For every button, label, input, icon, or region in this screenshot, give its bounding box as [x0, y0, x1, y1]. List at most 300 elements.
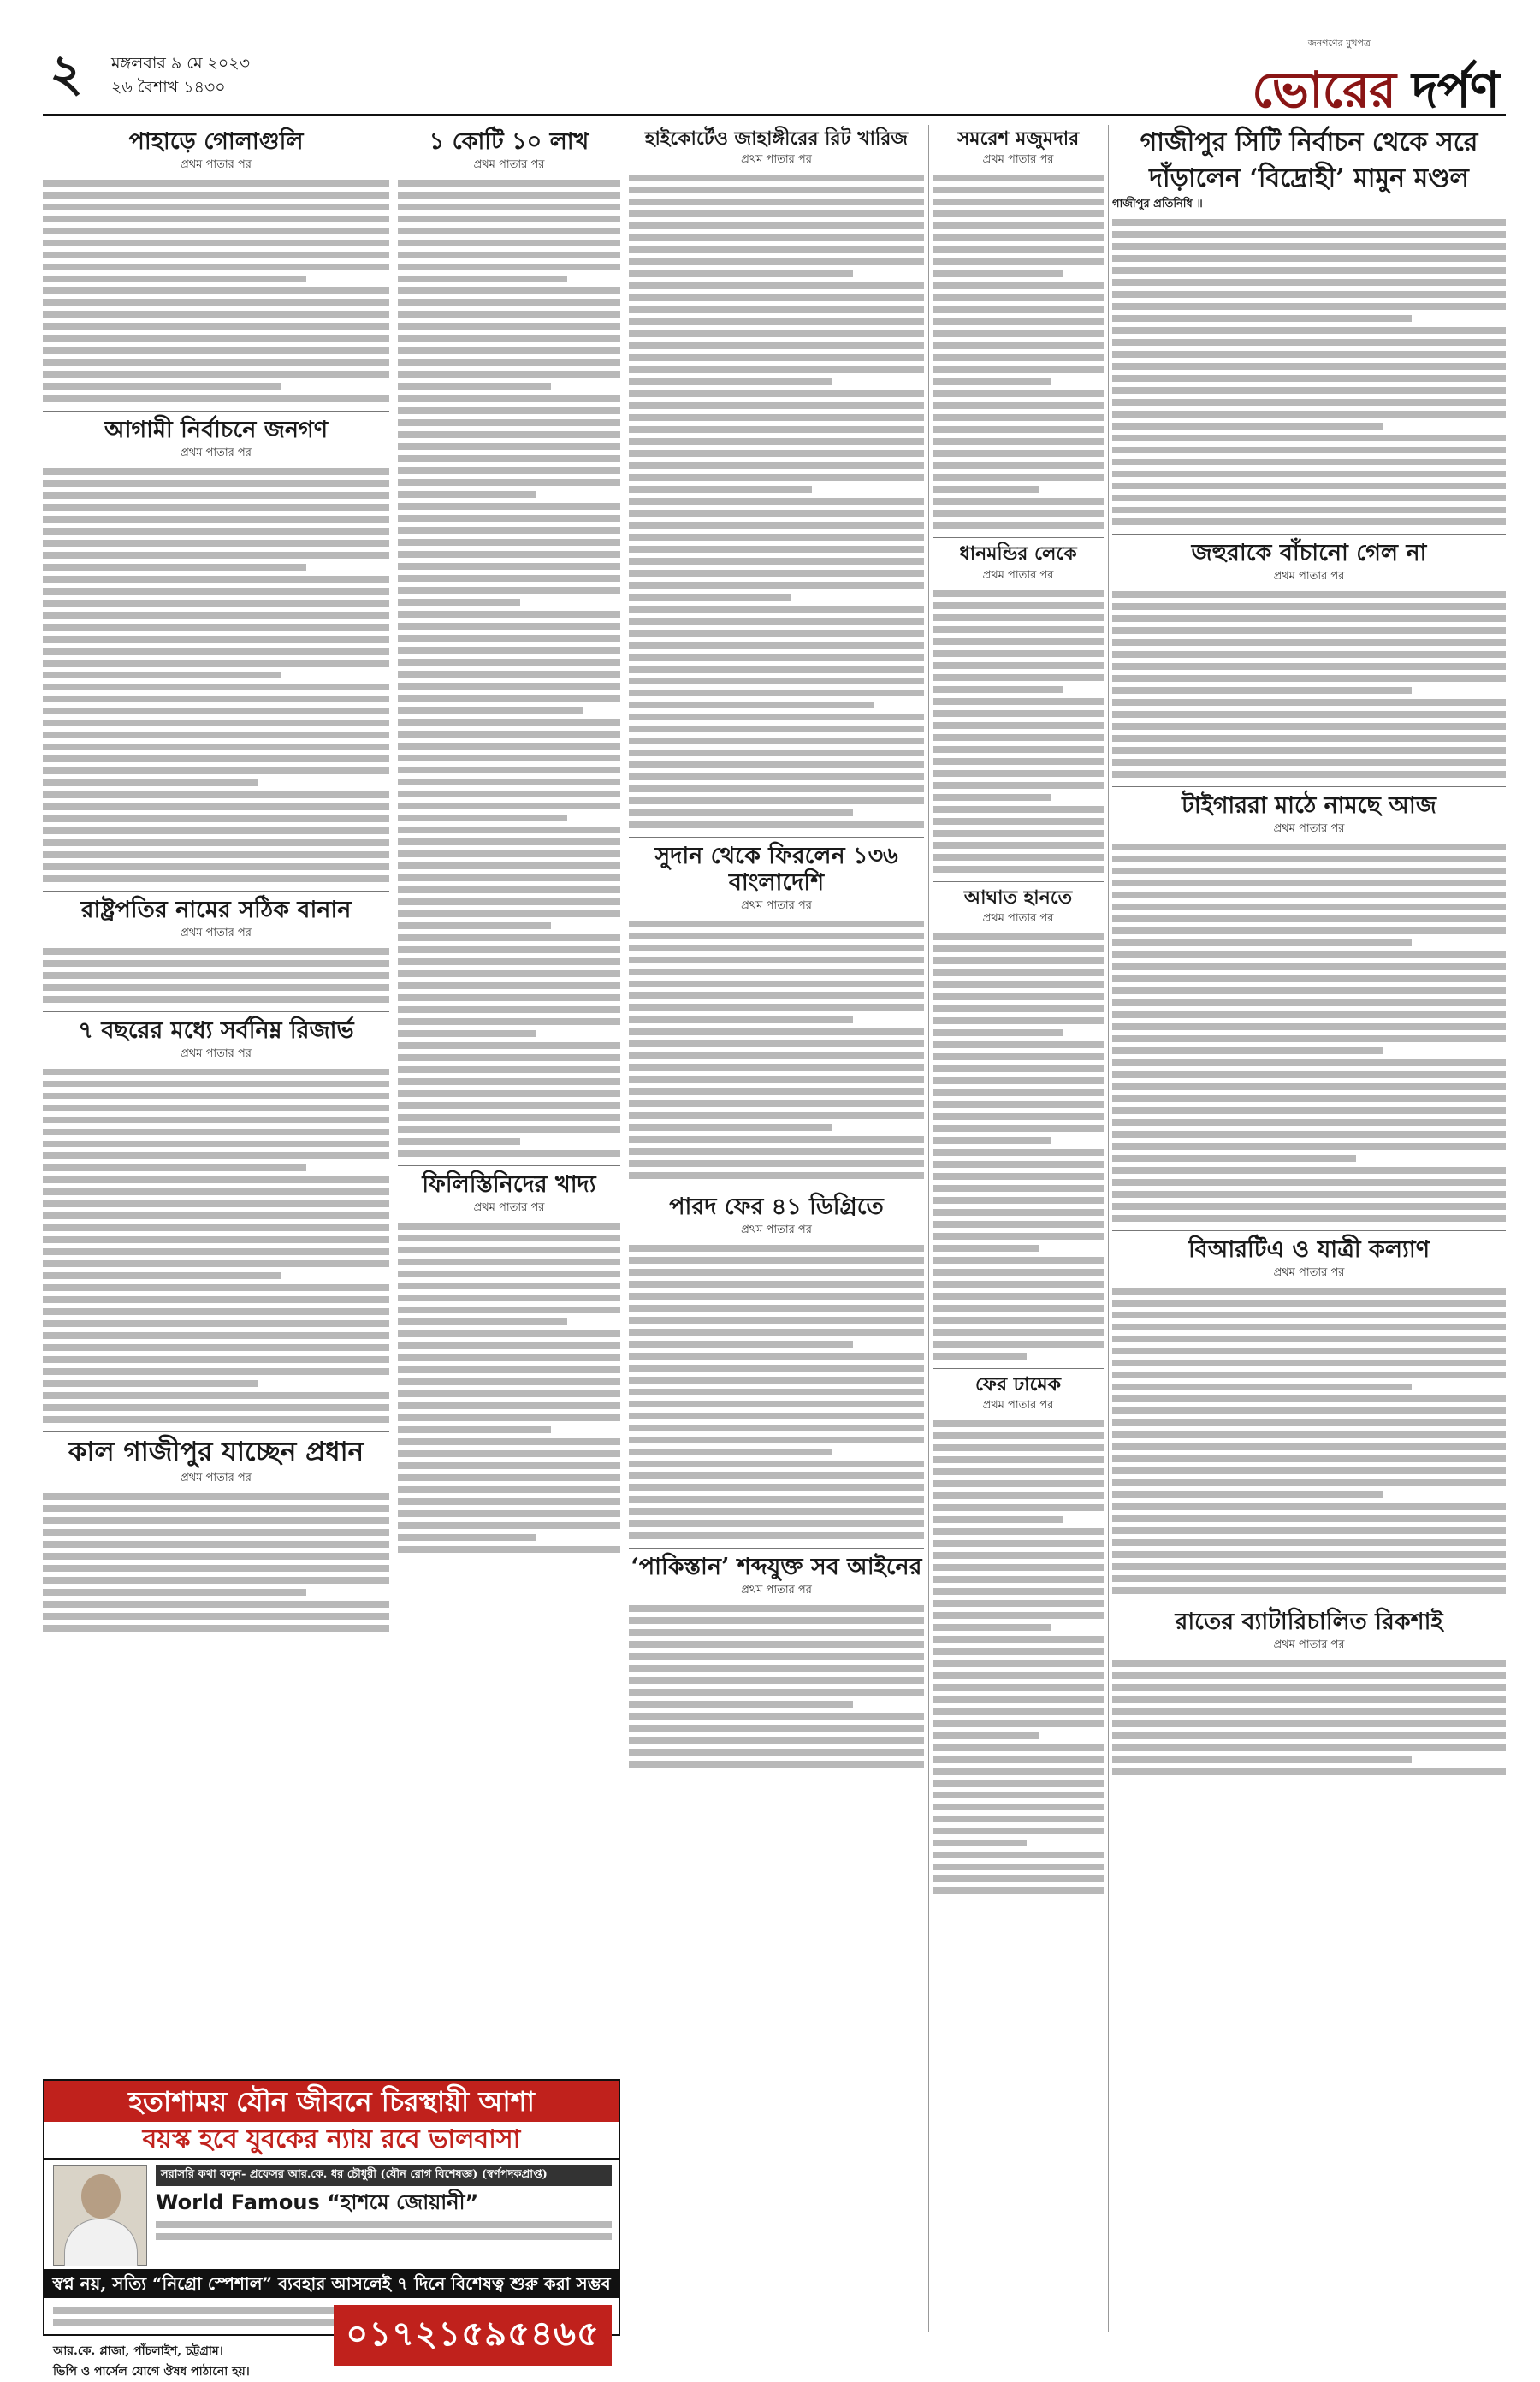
- text-line: [933, 638, 1104, 645]
- article-body: [933, 1420, 1104, 1894]
- article-samaresh: [933, 128, 1104, 529]
- text-line: [629, 1617, 924, 1624]
- text-line: [629, 981, 924, 987]
- text-line: [1112, 1035, 1506, 1042]
- text-line: [629, 318, 924, 325]
- text-line: [629, 933, 924, 939]
- text-line: [629, 1353, 924, 1360]
- text-line: [398, 838, 620, 845]
- text-line: [629, 1508, 924, 1515]
- text-line: [629, 1377, 924, 1384]
- text-line: [933, 1636, 1104, 1643]
- text-line: [933, 1077, 1104, 1084]
- text-line: [1112, 315, 1412, 322]
- text-line: [43, 1284, 389, 1291]
- text-line: [933, 1792, 1104, 1798]
- text-line: [933, 1456, 1104, 1463]
- text-line: [629, 1269, 924, 1276]
- text-line: [1112, 1143, 1506, 1150]
- text-line: [629, 354, 924, 361]
- text-line: [629, 1160, 924, 1167]
- text-line: [43, 1356, 389, 1363]
- text-line: [398, 192, 620, 198]
- text-line: [933, 734, 1104, 741]
- text-line: [43, 972, 389, 979]
- text-line: [43, 192, 389, 198]
- text-line: [398, 467, 620, 474]
- text-line: [629, 1136, 924, 1143]
- text-line: [933, 402, 1104, 409]
- text-line: [398, 240, 620, 246]
- article-title: কাল গাজীপুর যাচ্ছেন প্রধান: [68, 1437, 364, 1468]
- text-line: [629, 187, 924, 193]
- text-line: [933, 1648, 1104, 1655]
- text-line: [933, 1624, 1051, 1631]
- text-line: [1112, 1119, 1506, 1126]
- text-line: [629, 570, 924, 577]
- text-line: [43, 744, 389, 750]
- text-line: [933, 1804, 1104, 1810]
- article-body: [43, 1493, 389, 1632]
- column-2: [398, 125, 620, 2067]
- text-line: [398, 1342, 620, 1349]
- text-line: [43, 480, 389, 487]
- article-title: আঘাত হানতে: [963, 886, 1073, 909]
- text-line: [43, 1248, 389, 1255]
- text-line: [43, 720, 389, 726]
- text-line: [933, 981, 1104, 988]
- divider: [43, 411, 389, 412]
- text-line: [398, 803, 620, 809]
- text-line: [933, 1089, 1104, 1096]
- text-line: [398, 1330, 620, 1337]
- text-line: [398, 228, 620, 234]
- text-line: [933, 698, 1104, 705]
- text-line: [398, 1090, 620, 1097]
- text-line: [1112, 627, 1506, 634]
- text-line: [1112, 1744, 1506, 1751]
- text-line: [43, 1505, 389, 1512]
- text-line: [933, 234, 1104, 241]
- text-line: [398, 886, 620, 893]
- text-line: [933, 1432, 1104, 1439]
- text-line: [933, 590, 1104, 597]
- article-title: ৭ বছরের মধ্যে সর্বনিম্ন রিজার্ভ: [78, 1017, 354, 1045]
- article-title: টাইগাররা মাঠে নামছে আজ: [1182, 792, 1436, 820]
- text-line: [629, 486, 812, 493]
- text-line: [933, 686, 1063, 693]
- text-line: [43, 696, 389, 702]
- text-line: [1112, 243, 1506, 250]
- ad-headline-2: বয়স্ক হবে যুবকের ন্যায় রবে ভালবাসা: [44, 2122, 619, 2160]
- article-title: জহুরাকে বাঁচানো গেল না: [1191, 540, 1427, 566]
- text-line: [1112, 1372, 1506, 1378]
- doctor-photo: [53, 2165, 147, 2266]
- text-line: [933, 1528, 1104, 1535]
- text-line: [43, 1081, 389, 1087]
- text-line: [1112, 951, 1506, 958]
- text-line: [398, 922, 551, 929]
- text-line: [933, 1281, 1104, 1288]
- text-line: [933, 1864, 1104, 1870]
- text-line: [43, 791, 389, 798]
- text-line: [1112, 975, 1506, 982]
- text-line: [629, 534, 924, 541]
- text-line: [398, 767, 620, 773]
- ad-headline-1: হতাশাময় যৌন জীবনে চিরস্থায়ী আশা: [44, 2081, 619, 2122]
- text-line: [1112, 1563, 1506, 1570]
- text-line: [1112, 699, 1506, 706]
- text-line: [43, 779, 258, 786]
- text-line: [43, 636, 389, 643]
- text-line: [398, 970, 620, 977]
- text-line: [629, 1028, 924, 1035]
- text-line: [43, 540, 389, 547]
- text-line: [933, 674, 1104, 681]
- text-line: [629, 462, 924, 469]
- column-4: [933, 125, 1104, 2332]
- text-line: [933, 1053, 1104, 1060]
- text-line: [398, 779, 620, 785]
- text-line: [629, 414, 924, 421]
- text-line: [933, 722, 1104, 729]
- text-line: [933, 957, 1104, 964]
- text-line: [933, 258, 1104, 265]
- text-line: [43, 948, 389, 955]
- text-line: [629, 498, 924, 505]
- text-line: [398, 994, 620, 1001]
- text-line: [933, 378, 1051, 385]
- text-line: [933, 318, 1104, 325]
- text-line: [1112, 1167, 1506, 1174]
- text-line: [629, 1401, 924, 1407]
- text-line: [43, 1601, 389, 1608]
- text-line: [1112, 915, 1506, 922]
- text-line: [398, 1450, 620, 1457]
- text-line: [43, 504, 389, 511]
- text-line: [933, 486, 1039, 493]
- text-line: [398, 1054, 620, 1061]
- text-line: [43, 228, 389, 234]
- text-line: [629, 426, 924, 433]
- text-line: [398, 1271, 620, 1277]
- text-line: [629, 175, 924, 181]
- text-line: [43, 468, 389, 475]
- text-line: [1112, 279, 1506, 286]
- text-line: [1112, 423, 1383, 430]
- text-line: [629, 1040, 924, 1047]
- text-line: [398, 647, 620, 654]
- text-line: [1112, 267, 1506, 274]
- text-line: [398, 335, 620, 342]
- text-line: [43, 1577, 389, 1584]
- text-line: [629, 1365, 924, 1372]
- text-line: [629, 1701, 853, 1708]
- continued-note: প্রথম পাতার পর: [473, 158, 545, 172]
- text-line: [933, 993, 1104, 1000]
- text-line: [1112, 892, 1506, 898]
- text-line: [1112, 639, 1506, 646]
- article-body: [629, 1245, 924, 1539]
- text-line: [398, 1138, 520, 1145]
- text-line: [398, 671, 620, 678]
- text-line: [1112, 387, 1506, 394]
- text-line: [629, 1341, 853, 1348]
- text-line: [933, 1029, 1063, 1036]
- article-gazipur: [1112, 127, 1506, 525]
- masthead: [43, 38, 1506, 119]
- text-line: [933, 1101, 1104, 1108]
- text-line: [43, 252, 389, 258]
- text-line: [1112, 1467, 1506, 1474]
- text-line: [43, 732, 389, 738]
- text-line: [1112, 663, 1506, 670]
- text-line: [1112, 399, 1506, 406]
- column-3: [629, 125, 924, 2332]
- article-title: ১ কোটি ১০ লাখ: [429, 128, 589, 155]
- text-line: [1112, 1395, 1506, 1402]
- text-line: [1112, 868, 1506, 874]
- text-line: [43, 803, 389, 810]
- text-line: [933, 1149, 1104, 1156]
- text-line: [398, 383, 551, 390]
- column-rule: [1108, 125, 1109, 2332]
- text-line: [43, 839, 389, 846]
- text-line: [629, 390, 924, 397]
- text-line: [398, 479, 620, 486]
- text-line: [398, 1247, 620, 1253]
- text-line: [1112, 927, 1506, 934]
- text-line: [43, 1517, 389, 1524]
- text-line: [629, 474, 924, 481]
- text-line: [933, 1353, 1027, 1360]
- article-body: [398, 180, 620, 1157]
- text-line: [629, 1725, 924, 1732]
- text-line: [933, 1173, 1104, 1180]
- text-line: [933, 222, 1104, 229]
- text-line: [933, 1480, 1104, 1487]
- text-line: [933, 969, 1104, 976]
- text-line: [398, 323, 620, 330]
- ad-middle: [44, 2160, 619, 2269]
- text-line: [43, 1392, 389, 1399]
- text-line: [1112, 363, 1506, 370]
- photo-head: [81, 2174, 121, 2219]
- text-line: [398, 575, 620, 582]
- article-title: সুদান থেকে ফিরলেন ১৩৬ বাংলাদেশি: [654, 843, 898, 897]
- text-line: [398, 862, 620, 869]
- text-line: [629, 921, 924, 927]
- text-line: [43, 1589, 306, 1596]
- continued-note: প্রথম পাতার পর: [741, 899, 812, 913]
- ad-description: [156, 2216, 612, 2245]
- text-line: [933, 1780, 1104, 1786]
- text-line: [1112, 1527, 1506, 1534]
- text-line: [1112, 1515, 1506, 1522]
- text-line: [43, 323, 389, 330]
- article-body: [1112, 1288, 1506, 1594]
- text-line: [933, 1341, 1104, 1348]
- text-line: [43, 708, 389, 714]
- text-line: [1112, 518, 1506, 525]
- text-line: [629, 1245, 924, 1252]
- divider: [43, 1431, 389, 1432]
- text-line: [43, 1212, 389, 1219]
- logo-text-part1: ভোরের: [1252, 61, 1413, 119]
- text-line: [933, 1065, 1104, 1072]
- text-line: [398, 1354, 620, 1361]
- text-line: [933, 1732, 1039, 1739]
- text-line: [398, 1078, 620, 1085]
- text-line: [43, 576, 389, 583]
- article-body: [629, 175, 924, 828]
- text-line: [629, 1305, 924, 1312]
- delivery-text: ভিপি ও পার্সেল যোগে ঔষধ পাঠানো হয়।: [53, 2365, 250, 2379]
- text-line: [629, 809, 853, 816]
- text-line: [398, 958, 620, 965]
- text-line: [398, 551, 620, 558]
- text-line: [933, 1600, 1104, 1607]
- text-line: [629, 1472, 924, 1479]
- text-line: [933, 1317, 1104, 1324]
- article-body: [1112, 219, 1506, 525]
- text-line: [398, 563, 620, 570]
- text-line: [629, 558, 924, 565]
- article-body: [43, 948, 389, 1003]
- text-line: [398, 491, 536, 498]
- text-line: [398, 1510, 620, 1517]
- text-line: [629, 1496, 924, 1503]
- continued-note: প্রথম পাতার পর: [473, 1201, 545, 1215]
- text-line: [933, 933, 1104, 940]
- text-line: [629, 1605, 924, 1612]
- text-line: [398, 659, 620, 666]
- text-line: [43, 588, 389, 595]
- text-line: [1112, 339, 1506, 346]
- text-line: [629, 1389, 924, 1395]
- text-line: [156, 2221, 612, 2228]
- text-line: [933, 1875, 1104, 1882]
- text-line: [398, 407, 620, 414]
- text-line: [398, 371, 620, 378]
- article-pakistan: [629, 1554, 924, 1768]
- text-line: [43, 371, 389, 378]
- text-line: [43, 1141, 389, 1147]
- text-line: [933, 1516, 1063, 1523]
- text-line: [629, 522, 924, 529]
- text-line: [629, 198, 924, 205]
- text-line: [933, 866, 1104, 873]
- text-line: [629, 330, 924, 337]
- article-body: [43, 1069, 389, 1423]
- text-line: [629, 654, 924, 661]
- text-line: [933, 342, 1104, 349]
- text-line: [933, 474, 1104, 481]
- text-line: [398, 683, 620, 690]
- text-line: [933, 1887, 1104, 1894]
- text-line: [629, 1449, 832, 1455]
- text-line: [629, 1088, 924, 1095]
- text-line: [43, 767, 389, 774]
- text-line: [398, 419, 620, 426]
- text-line: [43, 1296, 389, 1303]
- divider: [933, 537, 1104, 538]
- text-line: [398, 731, 620, 738]
- article-koti: [398, 128, 620, 1157]
- text-line: [43, 1188, 389, 1195]
- text-line: [629, 773, 924, 780]
- text-line: [1112, 1047, 1383, 1054]
- continued-note: প্রথম পাতার পর: [181, 1471, 252, 1484]
- text-line: [398, 743, 620, 750]
- article-aghat: [933, 887, 1104, 1360]
- text-line: [43, 180, 389, 187]
- continued-note: প্রথম পাতার পর: [982, 153, 1054, 167]
- text-line: [629, 606, 924, 613]
- text-line: [933, 414, 1104, 421]
- text-line: [398, 1426, 551, 1433]
- article-saat: [43, 1017, 389, 1423]
- text-line: [1112, 603, 1506, 610]
- text-line: [933, 1221, 1104, 1228]
- text-line: [933, 390, 1104, 397]
- text-line: [1112, 1587, 1506, 1594]
- article-title: সমরেশ মজুমদার: [957, 127, 1080, 150]
- text-line: [1112, 1155, 1356, 1162]
- text-line: [43, 1553, 389, 1560]
- text-line: [43, 516, 389, 523]
- world-famous-text: World Famous: [156, 2190, 320, 2214]
- article-agami: [43, 417, 389, 882]
- text-line: [629, 1629, 924, 1636]
- article-pahar: [43, 128, 389, 402]
- text-line: [1112, 1324, 1506, 1330]
- text-line: [933, 1672, 1104, 1679]
- text-line: [1112, 327, 1506, 334]
- text-line: [43, 276, 306, 282]
- article-title: ‘পাকিস্তান’ শব্দযুক্ত সব আইনের: [631, 1554, 922, 1581]
- text-line: [1112, 1107, 1506, 1114]
- text-line: [398, 982, 620, 989]
- text-line: [629, 666, 924, 673]
- text-line: [933, 1468, 1104, 1475]
- text-line: [629, 957, 924, 963]
- text-line: [629, 1532, 924, 1539]
- text-line: [43, 863, 389, 870]
- text-line: [1112, 771, 1506, 778]
- ad-subline: সরাসরি কথা বলুন- প্রফেসর আর.কে. ধর চৌধুরী (যৌন রোগ বিশেষজ্ঞ) (স্বর্ণপদকপ্রাপ্ত): [156, 2165, 612, 2186]
- article-rashtrapati: [43, 897, 389, 1003]
- text-line: [933, 806, 1104, 813]
- text-line: [933, 1840, 1027, 1846]
- article-title: পাহাড়ে গোলাগুলি: [128, 128, 304, 155]
- text-line: [398, 1150, 620, 1157]
- text-line: [933, 1852, 1104, 1858]
- text-line: [398, 216, 620, 222]
- text-line: [43, 1069, 389, 1075]
- text-line: [933, 1269, 1104, 1276]
- article-title: হাইকোর্টেও জাহাঙ্গীরের রিট খারিজ: [644, 127, 909, 150]
- text-line: [53, 2319, 335, 2326]
- text-line: [398, 515, 620, 522]
- text-line: [1112, 904, 1506, 910]
- text-line: [1112, 495, 1506, 501]
- text-line: [1112, 856, 1506, 862]
- article-body: [1112, 1660, 1506, 1775]
- continued-note: প্রথম পাতার পর: [741, 1584, 812, 1597]
- text-line: [933, 1708, 1104, 1715]
- text-line: [43, 624, 389, 631]
